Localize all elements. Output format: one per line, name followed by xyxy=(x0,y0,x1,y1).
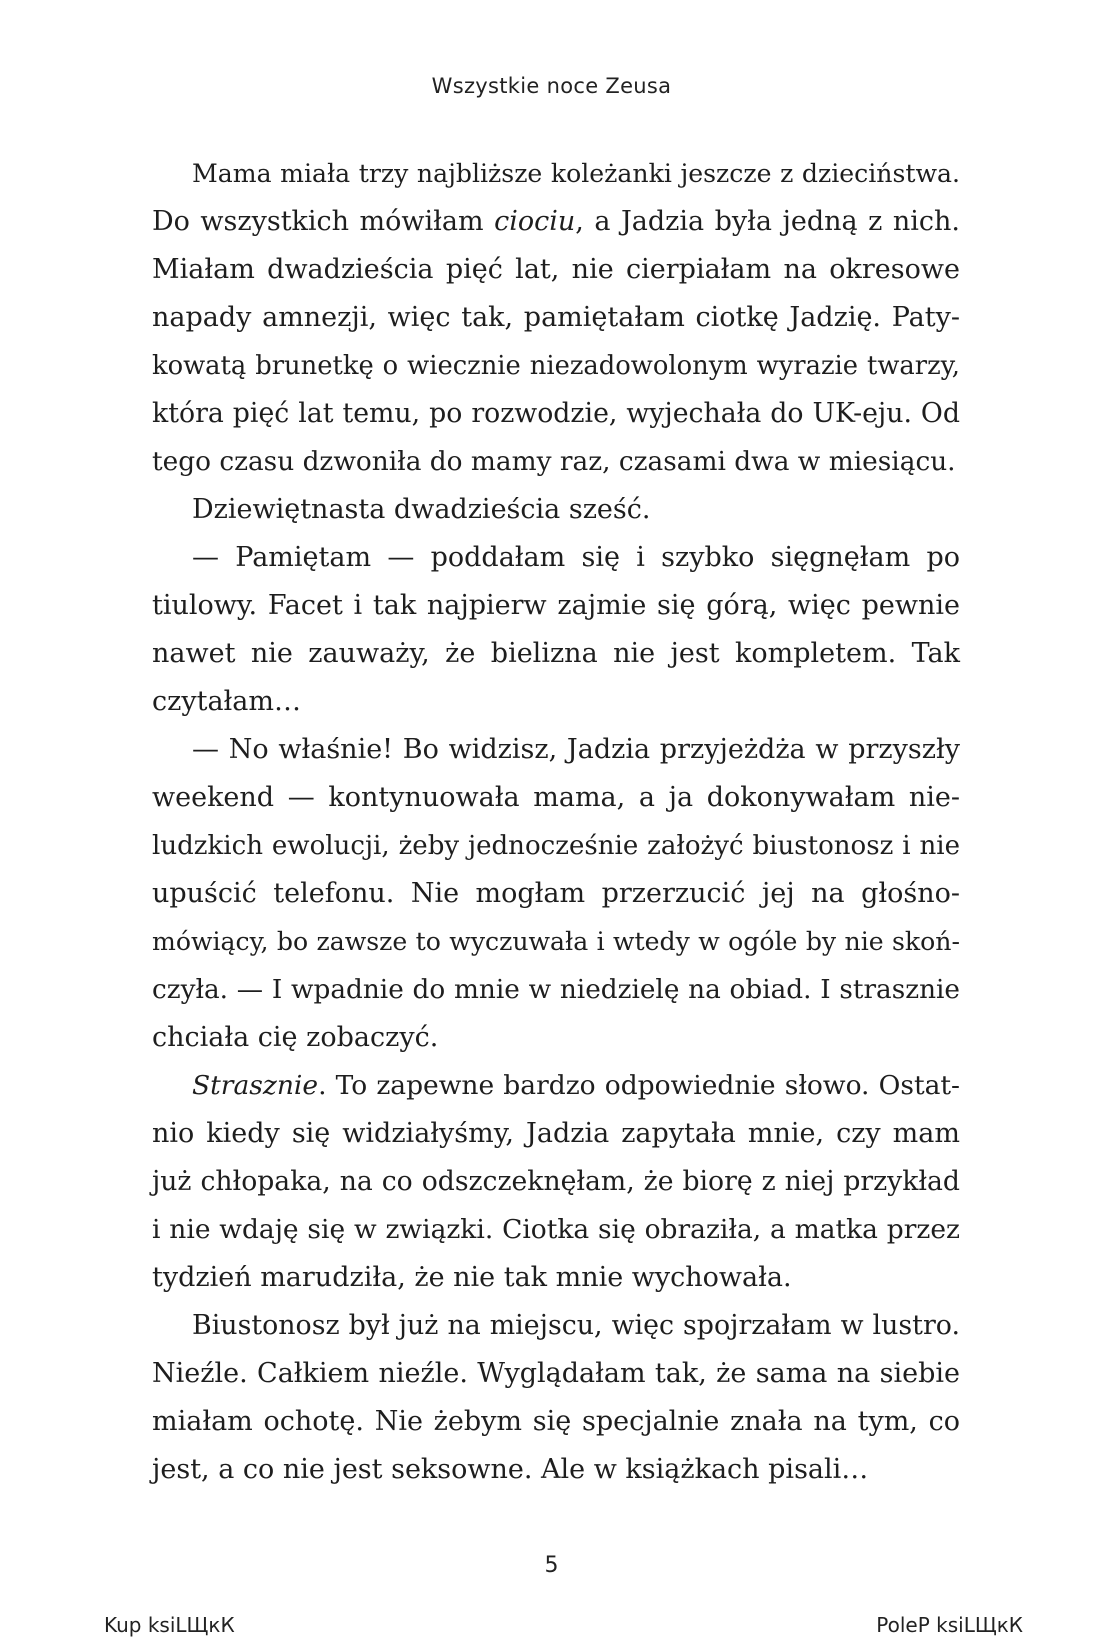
text-line: już chłopaka, na co odszczeknęłam, że biorę z niej przykład xyxy=(152,1166,960,1197)
text-line: miałam ochotę. Nie żebym się specjalnie znała na tym, co xyxy=(152,1406,960,1437)
text-line: mówiący, bo zawsze to wyczuwała i wtedy w ogóle by nie skoń- xyxy=(152,927,960,956)
text-line: Biustonosz był już na miejscu, więc spojrzałam w lustro. xyxy=(192,1310,960,1341)
text-line: jest, a co nie jest seksowne. Ale w książkach pisali… xyxy=(152,1454,869,1485)
text-line: Nieźle. Całkiem nieźle. Wyglądałam tak, że sama na siebie xyxy=(152,1358,960,1389)
text-line: czyła. — I wpadnie do mnie w niedzielę na obiad. I strasznie xyxy=(152,975,960,1005)
text-fragment: , a Jadzia była jedną z nich. xyxy=(575,206,960,237)
page-number: 5 xyxy=(544,1553,559,1578)
text-line: nawet nie zauważy, że bielizna nie jest kompletem. Tak xyxy=(152,638,960,669)
paragraph xyxy=(152,534,960,726)
text-line: Dziewiętnasta dwadzieścia sześć. xyxy=(192,494,651,525)
text-line: Mama miała trzy najbliższe koleżanki jeszcze z dzieciństwa. xyxy=(192,159,960,188)
text-line: upuścić telefonu. Nie mogłam przerzucić jej na głośno- xyxy=(152,878,960,909)
text-line: nio kiedy się widziałyśmy, Jadzia zapytała mnie, czy mam xyxy=(152,1118,960,1149)
footer-recommend-book-link[interactable]: PoleP ksiLЩкК xyxy=(876,1613,1023,1637)
footer-buy-book-link[interactable]: Kup ksiLЩкК xyxy=(104,1613,235,1637)
text-line: tego czasu dzwoniła do mamy raz, czasami dwa w miesiącu. xyxy=(152,447,956,477)
paragraph xyxy=(152,1302,960,1494)
text-line: i nie wdaję się w związki. Ciotka się obraziła, a matka przez xyxy=(152,1214,960,1245)
paragraph xyxy=(152,150,960,486)
text-line: napady amnezji, więc tak, pamiętałam ciotkę Jadzię. Paty- xyxy=(152,302,960,333)
text-line: która pięć lat temu, po rozwodzie, wyjechała do UK-eju. Od xyxy=(152,398,960,429)
text-line: tydzień marudziła, że nie tak mnie wychowała. xyxy=(152,1262,792,1293)
text-line: ludzkich ewolucji, żeby jednocześnie założyć biustonosz i nie xyxy=(152,831,960,861)
text-line: weekend — kontynuowała mama, a ja dokonywałam nie- xyxy=(152,782,960,813)
text-fragment: . To zapewne bardzo odpowiednie słowo. Ostat- xyxy=(318,1070,960,1101)
text-line: czytałam… xyxy=(152,686,302,717)
text-line xyxy=(152,1062,960,1110)
running-head: Wszystkie noce Zeusa xyxy=(431,74,672,98)
text-line: chciała cię zobaczyć. xyxy=(152,1022,439,1053)
text-fragment: Do wszystkich mówiłam xyxy=(152,206,495,237)
text-line: Miałam dwadzieścia pięć lat, nie cierpiałam na okresowe xyxy=(152,254,960,285)
text-line: tiulowy. Facet i tak najpierw zajmie się górą, więc pewnie xyxy=(152,590,960,621)
text-line: kowatą brunetkę o wiecznie niezadowolonym wyrazie twarzy, xyxy=(152,351,960,381)
body-text xyxy=(152,150,960,1494)
paragraph xyxy=(152,486,960,534)
paragraph xyxy=(152,726,960,1062)
text-line xyxy=(152,198,960,246)
italic-word: Strasznie xyxy=(192,1070,319,1101)
paragraph xyxy=(152,1062,960,1302)
italic-word: ciociu xyxy=(494,206,576,237)
text-line: — No właśnie! Bo widzisz, Jadzia przyjeżdża w przyszły xyxy=(192,734,960,765)
text-line: — Pamiętam — poddałam się i szybko sięgnęłam po xyxy=(192,542,960,573)
